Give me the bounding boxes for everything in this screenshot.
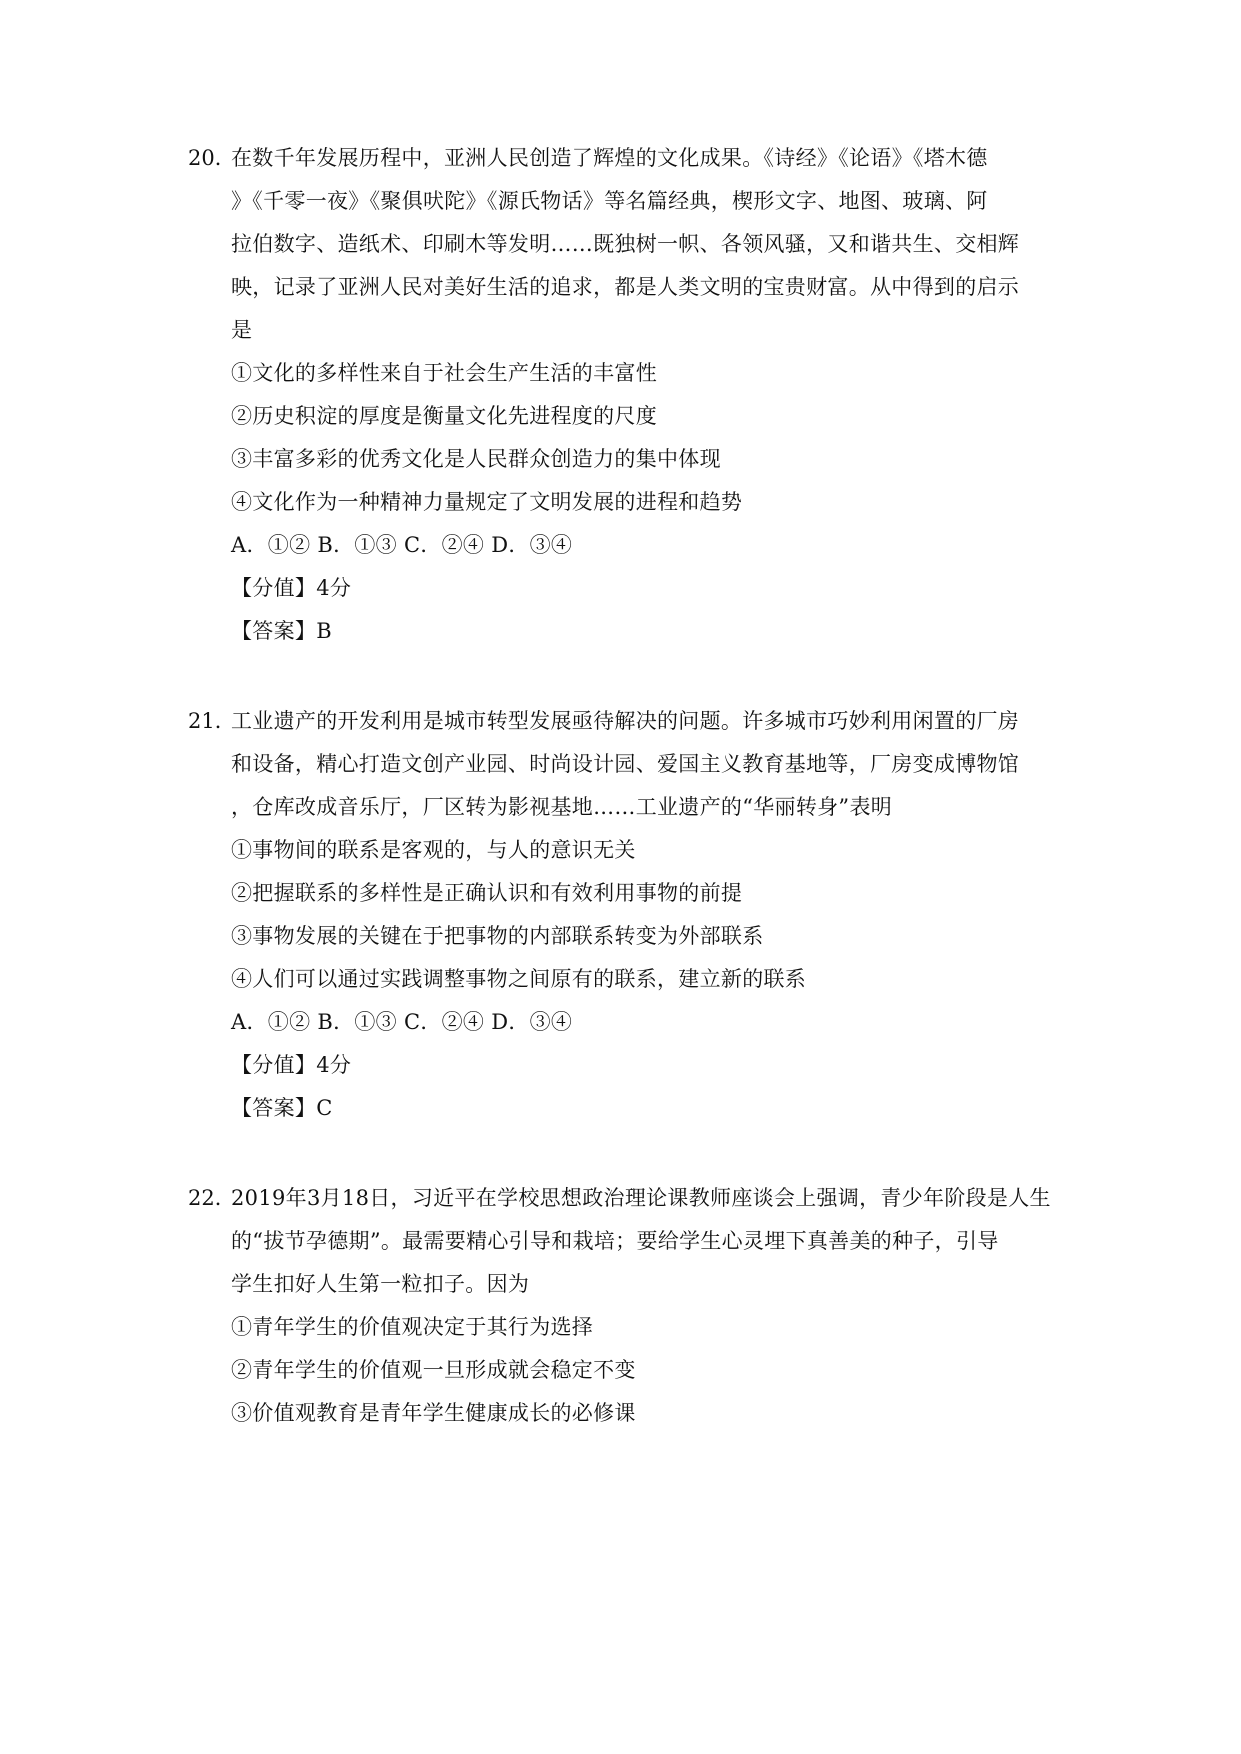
- question-stem-line: 是: [231, 318, 253, 342]
- question-stem-line: 映，记录了亚洲人民对美好生活的追求，都是人类文明的宝贵财富。从中得到的启示: [231, 275, 1020, 299]
- score-label: 【分值】4分: [231, 1053, 352, 1077]
- question-stem-line: 拉伯数字、造纸术、印刷木等发明……既独树一帜、各领风骚，又和谐共生、交相辉: [231, 232, 1020, 256]
- question-stem-line: 的“拔节孕德期”。最需要精心引导和栽培；要给学生心灵埋下真善美的种子，引导: [231, 1229, 999, 1253]
- option-1: ①文化的多样性来自于社会生产生活的丰富性: [231, 361, 657, 385]
- question-stem-line: 和设备，精心打造文创产业园、时尚设计园、爱国主义教育基地等，厂房变成博物馆: [231, 752, 1020, 776]
- option-4: ④人们可以通过实践调整事物之间原有的联系，建立新的联系: [231, 967, 807, 991]
- option-3: ③价值观教育是青年学生健康成长的必修课: [231, 1401, 636, 1425]
- option-1: ①青年学生的价值观决定于其行为选择: [231, 1315, 594, 1339]
- score-label: 【分值】4分: [231, 576, 352, 600]
- question-stem-line: 工业遗产的开发利用是城市转型发展亟待解决的问题。许多城市巧妙利用闲置的厂房: [231, 709, 1020, 733]
- option-2: ②历史积淀的厚度是衡量文化先进程度的尺度: [231, 404, 657, 428]
- question-stem-line: 学生扣好人生第一粒扣子。因为: [231, 1272, 530, 1296]
- option-3: ③事物发展的关键在于把事物的内部联系转变为外部联系: [231, 924, 764, 948]
- answer-choices: A．①② B．①③ C．②④ D．③④: [231, 533, 573, 557]
- answer-label: 【答案】B: [231, 619, 332, 643]
- question-number: 21．: [188, 709, 236, 733]
- question-stem-line: ，仓库改成音乐厅，厂区转为影视基地……工业遗产的“华丽转身”表明: [231, 795, 893, 819]
- question-number: 20．: [188, 146, 236, 170]
- option-1: ①事物间的联系是客观的，与人的意识无关: [231, 838, 636, 862]
- option-2: ②青年学生的价值观一旦形成就会稳定不变: [231, 1358, 636, 1382]
- option-3: ③丰富多彩的优秀文化是人民群众创造力的集中体现: [231, 447, 721, 471]
- option-2: ②把握联系的多样性是正确认识和有效利用事物的前提: [231, 881, 743, 905]
- question-stem-line: 2019年3月18日，习近平在学校思想政治理论课教师座谈会上强调，青少年阶段是人生: [231, 1186, 1051, 1210]
- answer-choices: A．①② B．①③ C．②④ D．③④: [231, 1010, 573, 1034]
- question-number: 22．: [188, 1186, 236, 1210]
- option-4: ④文化作为一种精神力量规定了文明发展的进程和趋势: [231, 490, 743, 514]
- question-stem-line: 》《千零一夜》《聚俱吠陀》《源氏物话》等名篇经典，楔形文字、地图、玻璃、阿: [231, 189, 988, 213]
- answer-label: 【答案】C: [231, 1096, 333, 1120]
- question-stem-line: 在数千年发展历程中，亚洲人民创造了辉煌的文化成果。《诗经》《论语》《塔木德: [231, 146, 988, 170]
